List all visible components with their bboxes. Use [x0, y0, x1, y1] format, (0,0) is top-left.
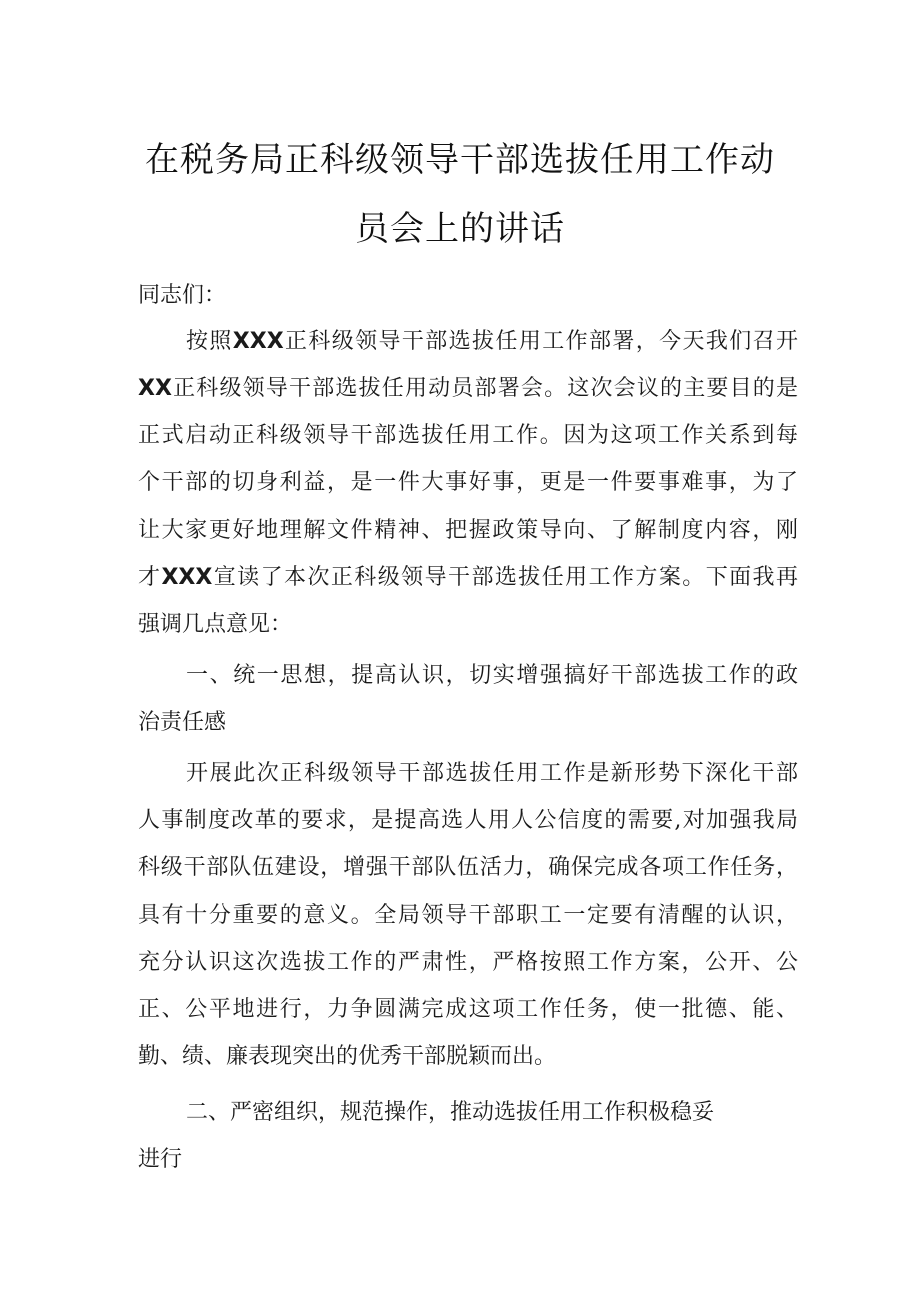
paragraph-2-line: 正、公平地进行，力争圆满完成这项工作任务，使一批德、能、 [138, 997, 798, 1022]
placeholder-code: XXX [232, 329, 284, 354]
paragraph-1-line: 正式启动正科级领导干部选拔任用工作。因为这项工作关系到每 [138, 423, 798, 448]
paragraph-1-line: XX正科级领导干部选拔任用动员部署会。这次会议的主要目的是 [138, 376, 798, 401]
placeholder-code: XX [138, 376, 172, 401]
paragraph-1-line: 才XXX宣读了本次正科级领导干部选拔任用工作方案。下面我再 [138, 565, 798, 590]
document-title-line-1: 在税务局正科级领导干部选拔任用工作动 [145, 140, 775, 180]
paragraph-1-line: 按照XXX正科级领导干部选拔任用工作部署，今天我们召开 [186, 329, 798, 354]
paragraph-2-line: 勤、绩、廉表现突出的优秀干部脱颖而出。 [138, 1044, 557, 1069]
placeholder-code: XXX [161, 565, 213, 590]
section-heading-2: 进行 [138, 1147, 183, 1172]
section-heading-1: 一、统一思想，提高认识，切实增强搞好干部选拔工作的政 [186, 663, 798, 688]
section-heading-1: 治责任感 [138, 710, 227, 735]
document-title-line-2: 员会上的讲话 [355, 209, 565, 249]
section-heading-2: 二、严密组织，规范操作，推动选拔任用工作积极稳妥 [186, 1100, 715, 1125]
paragraph-2-line: 充分认识这次选拔工作的严肃性，严格按照工作方案，公开、公 [138, 950, 798, 975]
paragraph-2-line: 具有十分重要的意义。全局领导干部职工一定要有清醒的认识， [138, 903, 798, 928]
paragraph-1-line: 强调几点意见： [138, 612, 293, 637]
paragraph-2-line: 开展此次正科级领导干部选拔任用工作是新形势下深化干部 [186, 761, 798, 786]
paragraph-1-line: 个干部的切身利益，是一件大事好事，更是一件要事难事，为了 [138, 470, 798, 495]
paragraph-2-line: 科级干部队伍建设，增强干部队伍活力，确保完成各项工作任务， [138, 855, 798, 880]
salutation: 同志们： [138, 283, 227, 308]
paragraph-2-line: 人事制度改革的要求，是提高选人用人公信度的需要,对加强我局 [138, 808, 798, 833]
paragraph-1-line: 让大家更好地理解文件精神、把握政策导向、了解制度内容，刚 [138, 518, 798, 543]
